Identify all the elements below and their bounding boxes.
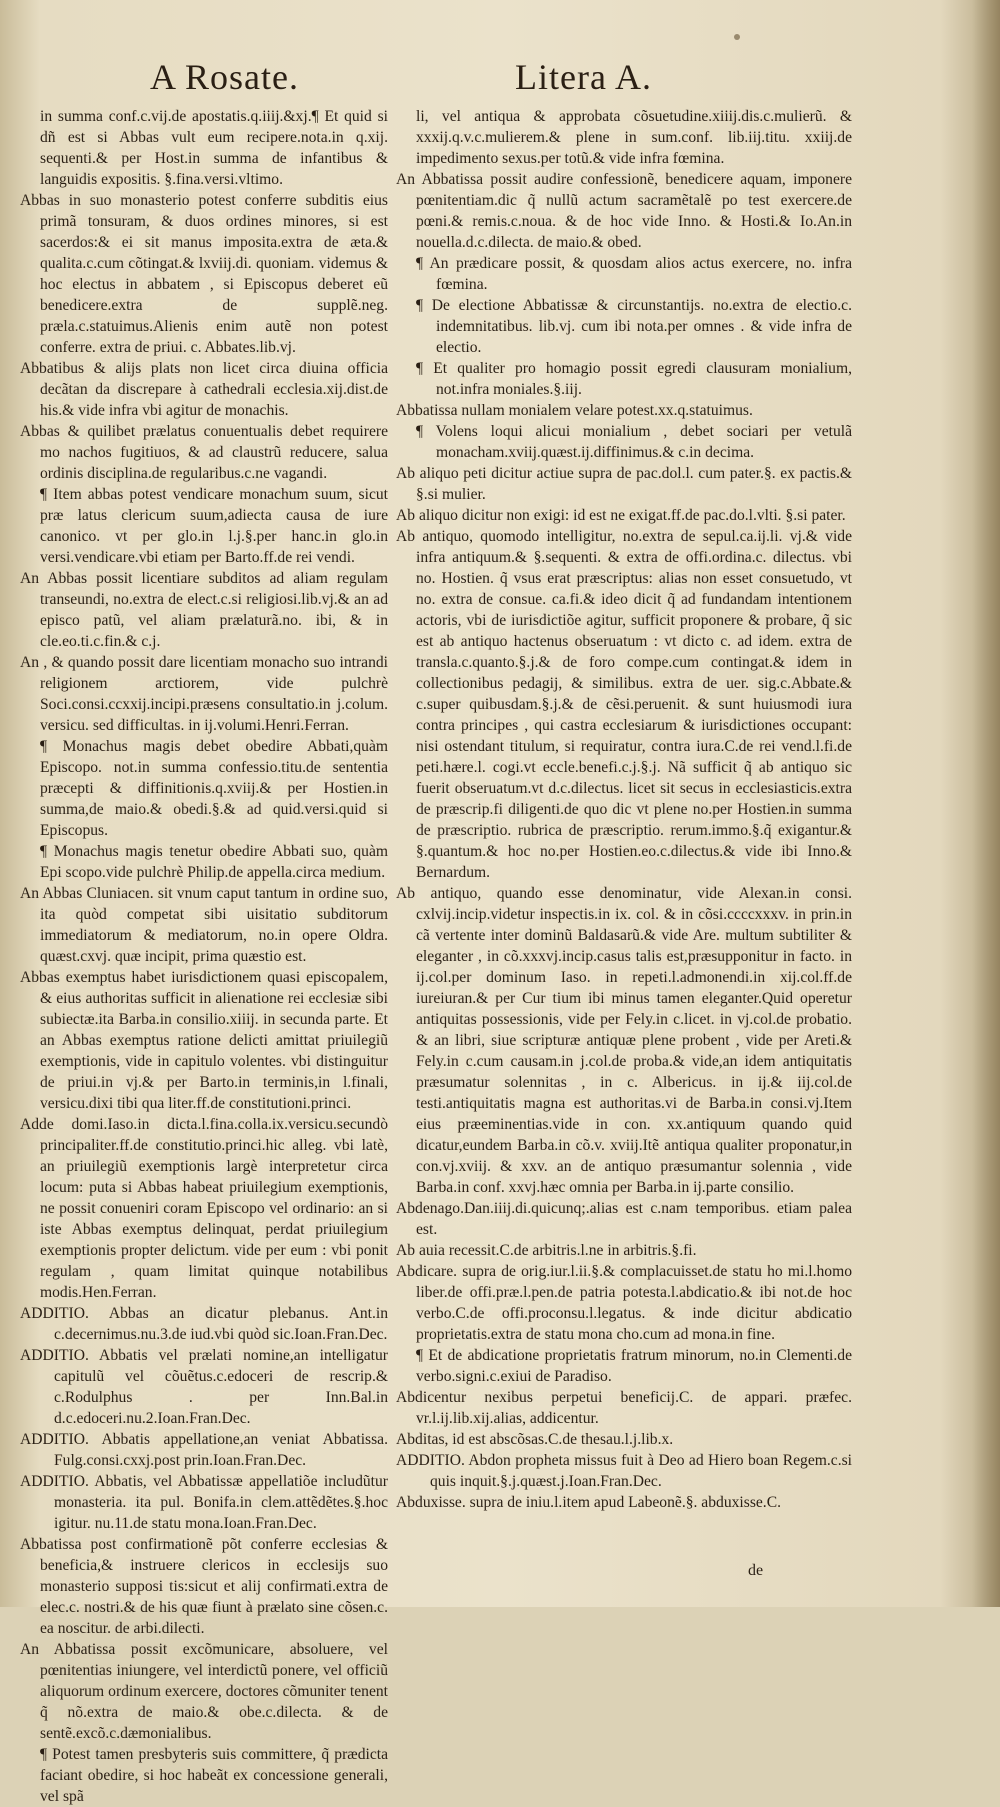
text-entry: ¶ An prædicare possit, & quosdam alios actus exercere, no. infra fœmina. bbox=[416, 255, 852, 293]
text-entry: ¶ Monachus magis debet obedire Abbati,quàm Episcopo. not.in summa confessio.titu.de sententia præcepti & diffinitionis.q.xviij.& per Hostien.in summa,de maio.& obedi.§.& ad quid.versi.quid si Episcopus. bbox=[40, 738, 388, 839]
text-entry: ADDITIO. Abbatis, vel Abbatissæ appellatiõe includũtur monasteria. ita pul. Bonifa.in clem.attẽdẽtes.§.hoc igitur. nu.11.de statu mona.Ioan.Fran.Dec. bbox=[20, 1473, 388, 1532]
text-entry: An Abbas Cluniacen. sit vnum caput tantum in ordine suo, ita quòd competat sibi uisitatio subditorum immediatorum & mediatorum, no.in opere Oldra. quæst.cxvj. quæ incipit, prima quæstio est. bbox=[20, 885, 388, 965]
text-entry: Ab antiquo, quomodo intelligitur, no.extra de sepul.ca.ij.li. vj.& vide infra antiquum.& §.sequenti. & extra de offi.ordina.c. dilectus. vbi no. Hostien. q̃ vsus erat præscriptus: alias non esset consuetudo, vt no. extra de consue. ca.fi.& ideo dicit q̃ ad fundandam intentionem actoris, vbi de iurisdictiõe agitur, sufficit proponere & probare, q̃ sic est ab antiquo hactenus obseruatum : vt dicto c. ad idem. extra de transla.c.quanto.§.j.& de foro compe.cum contingat.& idem in collectionibus pedagij, & similibus. extra de uer. sig.c.Abbate.& c.super quibusdam.§.j.& de cẽsi.peruenit. & sunt huiusmodi iura contra principes , qui castra ecclesiarum & iurisdictiones occupant: nisi ostendant titulum, si requiratur, contra iura.C.de rei vend.l.fi.de peti.hære.l. cogi.vt eccle.benefi.c.j.§.j. Nã sufficit q̃ ab antiquo sic fuerit obseruatum.vt d.c.dilectus. licet sit secus in ecclesiasticis.extra de præscrip.fi diligenti.de quo dic vt plene no.per Hostien.in summa de præscriptio. rubrica de præscriptio. rerum.immo.§.q̃ exigantur.& §.quantum.& hoc no.per Hostien.eo.c.dilectus.& vide ibi Inno.& Bernardum. bbox=[396, 528, 852, 881]
running-header bbox=[150, 56, 940, 100]
text-entry: ¶ Et de abdicatione proprietatis fratrum minorum, no.in Clementi.de verbo.signi.c.exiui de Paradiso. bbox=[416, 1347, 852, 1385]
text-entry: An Abbatissa possit audire confessionẽ, benedicere aquam, imponere pœnitentiam.dic q̃ nullũ actum sacramẽtalẽ po test exercere.de pœni.& remis.c.noua. & de hoc vide Inno. & Hosti.& Io.An.in nouella.d.c.dilecta. de maio.& obed. bbox=[396, 171, 852, 251]
text-entry: in summa conf.c.vij.de apostatis.q.iiij.&xj.¶ Et quid si dñ est si Abbas vult eum recipere.nota.in q.xij. sequenti.& per Host.in summa de infantibus & languidis expositis. §.fina.versi.vltimo. bbox=[40, 108, 388, 188]
text-entry: Abdicare. supra de orig.iur.l.ii.§.& complacuisset.de statu ho mi.l.homo liber.de offi.præ.l.pen.de patria potesta.l.abdicatio.& ibi not.de hoc verbo.C.de offi.proconsu.l.legatus. & inde dicitur abdicatio proprietatis.extra de statu mona cho.cum ad mona.in fine. bbox=[396, 1263, 852, 1343]
text-entry: Abbas & quilibet prælatus conuentualis debet requirere mo nachos fugitiuos, & ad claustrũ reducere, salua ordinis disciplina.de regularibus.c.ne vagandi. bbox=[20, 423, 388, 482]
text-entry: An Abbatissa possit excõmunicare, absoluere, vel pœnitentias iniungere, vel interdictũ ponere, vel officiũ aliquorum ordinum exercere, doctores cõmuniter tenent q̃ nõ.extra de maio.& obe.c.dilecta. & de sentẽ.excõ.c.dæmonialibus. bbox=[20, 1641, 388, 1742]
text-entry: Ab aliquo dicitur non exigi: id est ne exigat.ff.de pac.do.l.vlti. §.si pater. bbox=[396, 507, 846, 524]
text-entry: ADDITIO. Abbatis vel prælati nomine,an intelligatur capitulũ vel cõuẽtus.c.edoceri de rescrip.& c.Rodulphus . per Inn.Bal.in d.c.edoceri.nu.2.Ioan.Fran.Dec. bbox=[20, 1347, 388, 1427]
text-entry: ¶ Potest tamen presbyteris suis committere, q̃ prædicta faciant obedire, si hoc habeãt ex concessione generali, vel spã bbox=[40, 1746, 388, 1805]
text-entry: Ab aliquo peti dicitur actiue supra de pac.dol.l. cum pater.§. ex pactis.& §.si mulier. bbox=[396, 465, 852, 503]
text-entry: Abbatissa post confirmationẽ põt conferre ecclesias & beneficia,& instruere clericos in ecclesijs suo monasterio supposi tis:sicut et alij confirmati.extra de elec.c. nostri.& de his quæ fiunt à prælato sine cõsen.c. ea noscitur. de arbi.dilecti. bbox=[20, 1536, 388, 1637]
text-entry: ADDITIO. Abbatis appellatione,an veniat Abbatissa. Fulg.consi.cxxj.post prin.Ioan.Fran.Dec. bbox=[20, 1431, 388, 1469]
header-right-title: Litera A. bbox=[515, 57, 652, 97]
text-entry: li, vel antiqua & approbata cõsuetudine.xiiij.dis.c.mulierũ. & xxxij.q.v.c.mulierem.& plene in sum.conf. lib.iij.titu. xxiij.de impedimento sexus.per totũ.& vide infra fœmina. bbox=[416, 108, 852, 167]
ink-spot bbox=[734, 34, 740, 40]
text-entry: ADDITIO. Abbas an dicatur plebanus. Ant.in c.decernimus.nu.3.de iud.vbi quòd sic.Ioan.Fran.Dec. bbox=[20, 1305, 388, 1343]
text-entry: Abbas in suo monasterio potest conferre subditis eius primã tonsuram, & duos ordines minores, si est sacerdos:& ei sit manus imposita.extra de ætа.& qualita.c.cum cõtingat.& lxviij.di. quoniam. videmus & hoc electus in abbatem , si Episcopus deberet eũ benedicere.extra de supplẽ.neg. præla.c.statuimus.Alienis enim autẽ non potest conferre. extra de priui. c. Abbates.lib.vj. bbox=[20, 192, 388, 356]
text-entry: ¶ Et qualiter pro homagio possit egredi clausuram monialium, not.infra moniales.§.iij. bbox=[416, 360, 852, 398]
right-text-column bbox=[396, 106, 852, 1513]
text-entry: Abduxisse. supra de iniu.l.item apud Labeonẽ.§. abduxisse.C. bbox=[396, 1494, 782, 1511]
text-entry: Abbatibus & alijs plats non licet circa diuina officia decãtan da discrepare à cathedrali ecclesia.xij.dist.de his.& vide infra vbi agitur de monachis. bbox=[20, 360, 388, 419]
text-entry: An , & quando possit dare licentiam monacho suo intrandi religionem arctiorem, vide pulchrè Soci.consi.ccxxij.incipi.præsens consultatio.in j.colum. versicu. sed difficultas. in ij.volumi.Henri.Ferran. bbox=[20, 654, 388, 734]
text-entry: An Abbas possit licentiare subditos ad aliam regulam transeundi, no.extra de elect.c.si religiosi.lib.vj.& an ad episco patũ, vel aliam prælaturã.no. ibi, & in cle.eo.ti.c.fin.& c.j. bbox=[20, 570, 388, 650]
catchword: de bbox=[748, 1562, 764, 1579]
text-entry: ADDITIO. Abdon propheta missus fuit à Deo ad Hiero boan Regem.c.si quis inquit.§.j.quæst.j.Ioan.Fran.Dec. bbox=[396, 1452, 852, 1490]
text-entry: ¶ Volens loqui alicui monialium , debet sociari per vetulã monacham.xviij.quæst.ij.diffinimus.& c.in decima. bbox=[416, 423, 852, 461]
text-entry: Abbas exemptus habet iurisdictionem quasi episcopalem, & eius authoritas sufficit in alienatione rei ecclesiæ sibi subiectæ.ita Barba.in consilio.xiiij. in secunda parte. Et an Abbas exemptus ratione delicti amittat priuilegiũ exemptionis, vide in capitulo volentes. vbi distinguitur de priui.in vj.& per Barto.in terminis,in l.finali, versicu.dixi tibi qua liter.ff.de constitutioni.princi. bbox=[20, 969, 388, 1112]
text-entry: ¶ De electione Abbatissæ & circunstantijs. no.extra de electio.c. indemnitatibus. lib.vj. cum ibi nota.per omnes . & vide infra de electio. bbox=[416, 297, 852, 356]
header-left-title: A Rosate. bbox=[150, 57, 299, 97]
text-entry: Adde domi.Iaso.in dicta.l.fina.colla.ix.versicu.secundò principaliter.ff.de constitutio.princi.hic alleg. vbi latè, an priuilegiũ exemptionis largè interpretetur circa locum: puta si Abbas habeat priuilegium exemptionis, ne possit conueniri coram Episcopo vel ordinario: an si iste Abbas exemptus delinquat, perdat priuilegium exemptionis propter delictum. vide per eum : vbi ponit regulam , quam limitat quinque notabilibus modis.Hen.Ferran. bbox=[20, 1116, 388, 1301]
left-text-column bbox=[20, 106, 388, 1807]
text-entry: Abdicentur nexibus perpetui beneficij.C. de appari. præfec. vr.l.ij.lib.xij.alias, addicentur. bbox=[396, 1389, 852, 1427]
text-entry: ¶ Item abbas potest vendicare monachum suum, sicut præ latus clericum suum,adiecta causa de iure canonico. vt per glo.in l.j.§.per hanc.in glo.in versi.vendicare.vbi etiam per Barto.ff.de rei vendi. bbox=[40, 486, 388, 566]
text-entry: Abbatissa nullam monialem velare potest.xx.q.statuimus. bbox=[396, 402, 753, 419]
text-entry: Abditas, id est abscõsas.C.de thesau.l.j.lib.x. bbox=[396, 1431, 674, 1448]
text-entry: Abdenago.Dan.iiij.di.quicunq;.alias est c.nam temporibus. etiam palea est. bbox=[396, 1200, 852, 1238]
text-entry: Ab antiquo, quando esse denominatur, vide Alexan.in consi. cxlvij.incip.videtur inspectis.in ix. col. & in cõsi.ccccxxxv. in prin.in cã vertente inter dominũ Baldasarũ.& vide Are. multum subtiliter & eleganter , in cõ.xxxvj.incip.casus talis est,præsupponitur in facto. in ij.col.per dominum Iaso. in repeti.l.admonendi.in xij.col.ff.de iureiuran.& per Cur tium ibi minus tamen eleganter.Quid operetur antiquitas possessionis, vide per Fely.in c.licet. in vj.col.de probatio. & an libri, siue scripturæ antiquæ plene probent , vide per Areti.& Fely.in c.cum causam.in j.col.de proba.& vide,an idem antiquitatis præsumatur solennitas , in c. Albericus. in ij.& iij.col.de testi.antiquitatis magna est authoritas.vi de Barba.in consi.vj.Item eius præeminentias.vide in con. xx.antiquum quando quid dicatur,eundem Barba.in cõ.v. xviij.Itẽ antiqua qualiter proponatur,in con.vj.xviij. & xxv. an de antiquo præsumantur solennia , vide Barba.in conf. xxvj.hæc omnia per Barba.in ij.parte consilio. bbox=[396, 885, 852, 1196]
text-entry: Ab auia recessit.C.de arbitris.l.ne in arbitris.§.fi. bbox=[396, 1242, 697, 1259]
text-entry: ¶ Monachus magis tenetur obedire Abbati suo, quàm Epi scopo.vide pulchrè Philip.de appella.circa medium. bbox=[40, 843, 388, 881]
